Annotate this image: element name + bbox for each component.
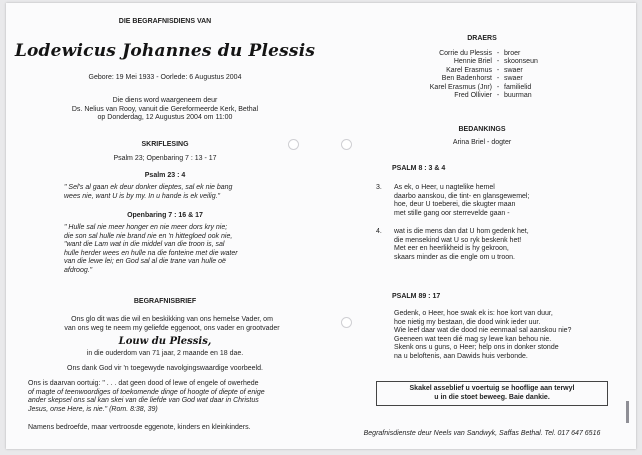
funeral-program-sheet [6, 3, 636, 449]
service-line: Die diens word waargeneem deur [112, 97, 218, 104]
psalm-89-text [394, 310, 628, 362]
verse-line: wat is die mens dan dat U hom gedenk het, [394, 228, 529, 235]
verse-line: afdroog." [64, 266, 93, 274]
bearer-row: Ben Badenhorst - swaer [392, 75, 612, 83]
verse-line: van die lewe lei; en God sal al die trane van hulle oë [64, 258, 226, 266]
letter-line: Jesus, onse Here, is nie." (Rom. 8:38, 39) [28, 405, 158, 413]
verse-line: " Hulle sal nie meer honger en nie meer dors kry nie; [64, 224, 228, 231]
bearer-row: Hennie Briel - skoonseun [392, 58, 612, 66]
verse-line: hoe nietig my bestaan, die dood wink ieder uur. [394, 318, 541, 326]
verse-line: " Sel's al gaan ek deur donker dieptes, sal ek nie bang [64, 184, 233, 191]
verse-line: Wie leef daar wat die dood nie eenmaal sal aanskou nie? [394, 327, 572, 335]
bearer-relation: swaer [504, 75, 523, 83]
verse-number: 4. [376, 228, 382, 235]
letter-line: Ons glo dit was die wil en beskikking van ons hemelse Vader, om [71, 316, 273, 323]
letter-intro [26, 316, 318, 333]
service-header: DIE BEGRAFNISDIENS VAN [118, 18, 212, 25]
letter-line: ander skepsel ons sal kan skei van die liefde van God wat daar in Christus [28, 397, 259, 405]
revelation-text [64, 224, 314, 276]
verse-line: "want die Lam wat in die middel van die troon is, sal [64, 241, 225, 249]
verse-line: As ek, o Heer, u nagtelike hemel [394, 184, 495, 191]
bearer-name: Karel Erasmus (Jnr) [429, 83, 492, 91]
verse-number: 3. [376, 184, 382, 191]
psalm-8-heading: PSALM 8 : 3 & 4 [392, 165, 446, 172]
thanks-heading: BEDANKINGS [458, 126, 506, 133]
verse-line: die mensekind wat U so ryk beskenk het! [394, 236, 522, 244]
bearers-heading: DRAERS [467, 35, 497, 42]
letter-line: Ons is daarvan oortuig: " . . . dat geen dood of lewe of engele of owerhede [28, 380, 259, 387]
service-line: Ds. Nelius van Rooy, vanuit die Gereformeerde Kerk, Bethal [71, 105, 259, 113]
psalm-8-verse-4 [376, 228, 626, 262]
psalm-23-text [64, 184, 304, 201]
scan-mark [626, 401, 629, 423]
bearer-row: Karel Erasmus (Jnr) - familielid [392, 84, 612, 92]
verse-line: na u beloftenis, aan Dawids huis verbonde. [394, 352, 528, 360]
verse-line: hulle herder wees en hulle na die fonteine met die water [64, 249, 238, 257]
scripture-refs: Psalm 23; Openbaring 7 : 13 - 17 [113, 155, 217, 162]
notice-line: Skakel asseblief u voertuig se hooflige aan terwyl [409, 385, 575, 392]
verse-line: skaars minder as die engle om u troon. [394, 253, 516, 261]
headlights-notice [376, 381, 608, 406]
letter-comfort [28, 380, 324, 414]
verse-line: hoe, deur U toeberei, die skugter maan [394, 201, 516, 209]
bearer-relation: broer [504, 50, 521, 57]
letter-signoff: Namens bedroefde, maar vertroosde eggenote, kinders en kleinkinders. [28, 424, 251, 431]
verse-line: Gedenk, o Heer, hoe swak ek is: hoe kort van duur, [394, 310, 553, 317]
letter-thanks: Ons dank God vir 'n toegewyde navolgingswaardige voorbeeld. [67, 365, 263, 372]
verse-line: Met eer en heerlikheid is hy gekroon, [394, 245, 509, 253]
bearer-relation: skoonseun [504, 58, 538, 66]
bearer-name: Karel Erasmus [446, 66, 492, 74]
bearer-name: Hennie Briel [453, 58, 492, 66]
bearer-relation: buurman [504, 92, 532, 100]
bearer-row: Karel Erasmus - swaer [392, 67, 612, 75]
funeral-director-footer: Begrafnisdienste deur Neels van Sandwyk, Saffas Bethal. Tel. 017 647 6516 [363, 430, 601, 437]
bearer-name: Corrie du Plessis [439, 50, 492, 57]
punch-hole [341, 317, 352, 328]
verse-line: wees nie, want U is by my. In u hande is ek veilig." [64, 192, 221, 200]
thanks-line: Arina Briel - dogter [452, 139, 512, 146]
bearer-name: Ben Badenhorst [441, 75, 492, 83]
service-line: op Donderdag, 12 Augustus 2004 om 11:00 [97, 114, 233, 122]
bearer-name: Fred Ollivier [454, 92, 492, 100]
verse-line: Skenk ons u guns, o Heer; help ons in donker stonde [394, 344, 559, 352]
deceased-name: Lodewicus Johannes du Plessis [14, 41, 316, 61]
bearer-relation: familielid [504, 83, 532, 91]
bearer-row: Fred Ollivier - buurman [392, 92, 612, 100]
letter-line: van ons weg te neem my geliefde eggenoot, ons vader en grootvader [64, 324, 280, 332]
letter-name: Louw du Plessis, [118, 336, 212, 347]
service-details [6, 97, 324, 123]
bearer-row: Corrie du Plessis - broer [392, 50, 612, 58]
notice-line: u in die stoet beweeg. Baie dankie. [434, 393, 550, 401]
birth-death-dates: Gebore: 19 Mei 1933 - Oorlede: 6 Augustus 2004 [88, 74, 242, 81]
revelation-heading: Openbaring 7 : 16 & 17 [127, 212, 203, 219]
verse-line: die son sal hulle nie brand nie en 'n hittegloed ook nie, [64, 232, 233, 240]
letter-age: in die ouderdom van 71 jaar, 2 maande en 18 dae. [86, 350, 244, 357]
verse-line: daarbo aanskou, die tint- en glansgewemel; [394, 192, 530, 200]
psalm-8-verse-3 [376, 184, 626, 218]
letter-heading: BEGRAFNISBRIEF [133, 298, 197, 305]
verse-line: met stille gang oor sterrevelde gaan - [394, 209, 510, 217]
verse-line: Geeneen wat teen dié mag sy lewe kan behou nie. [394, 335, 552, 343]
psalm-89-heading: PSALM 89 : 17 [392, 293, 441, 300]
bearer-relation: swaer [504, 66, 523, 74]
scripture-heading: SKRIFLESING [141, 141, 189, 148]
letter-line: of magte of teenwoordiges of toekomende dinge of hoogte of diepte of enige [28, 388, 265, 396]
psalm-23-heading: Psalm 23 : 4 [144, 172, 186, 179]
bearers-list [392, 50, 612, 100]
